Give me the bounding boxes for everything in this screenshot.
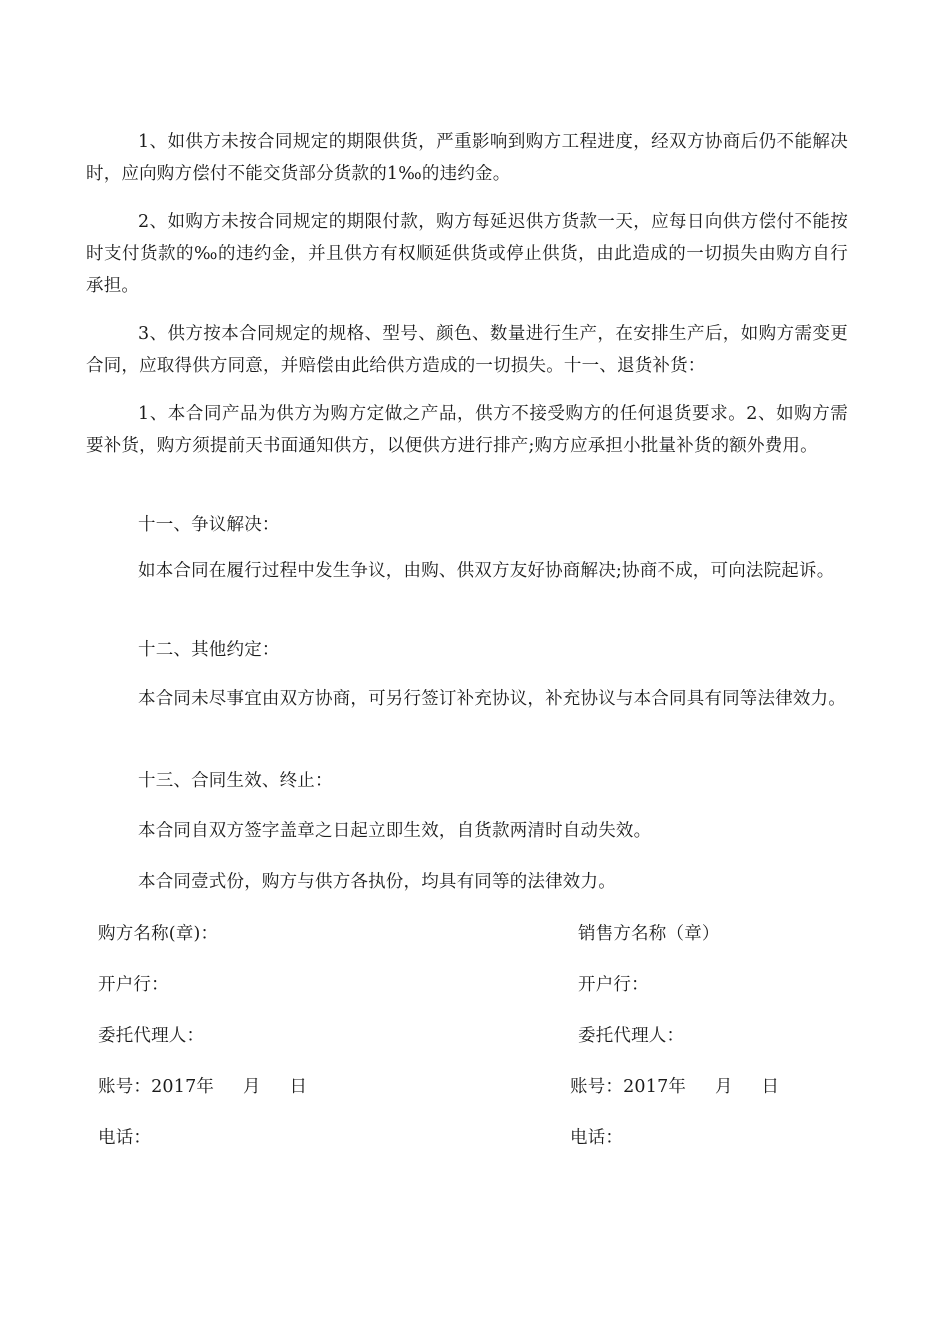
seller-phone-label: 电话： [570, 1128, 624, 1148]
signature-row-phone [0, 1122, 950, 1154]
clause-paragraph-4: 1、本合同产品为供方为购方定做之产品，供方不接受购方的任何退货要求。2、如购方需要补货，购方须提前天书面通知供方，以便供方进行排产;购方应承担小批量补货的额外费用。 [86, 404, 848, 456]
buyer-agent-label: 委托代理人： [98, 1026, 205, 1046]
buyer-bank-label: 开户行： [98, 975, 169, 995]
signature-row-bank [0, 969, 950, 1001]
signature-row-agent [0, 1020, 950, 1052]
copies-paragraph: 本合同壹式份，购方与供方各执份，均具有同等的法律效力。 [138, 872, 616, 892]
buyer-account-date-label: 账号：2017年 月 日 [98, 1077, 308, 1097]
other-agreement-paragraph: 本合同未尽事宜由双方协商，可另行签订补充协议，补充协议与本合同具有同等法律效力。 [138, 689, 846, 709]
buyer-phone-label: 电话： [98, 1128, 152, 1148]
seller-account-date-label: 账号：2017年 月 日 [570, 1077, 780, 1097]
seller-bank-label: 开户行： [578, 975, 649, 995]
dispute-paragraph: 如本合同在履行过程中发生争议，由购、供双方友好协商解决;协商不成，可向法院起诉。 [138, 561, 835, 581]
signature-row-account [0, 1071, 950, 1103]
seller-agent-label: 委托代理人： [578, 1026, 685, 1046]
signature-row-name [0, 918, 950, 950]
clause-paragraph-2: 2、如购方未按合同规定的期限付款，购方每延迟供方货款一天，应每日向供方偿付不能按时支付货款的‰的违约金，并且供方有权顺延供货或停止供货，由此造成的一切损失由购方自行承担。 [86, 212, 848, 296]
buyer-name-label: 购方名称(章)： [98, 924, 219, 944]
clause-paragraph-1: 1、如供方未按合同规定的期限供货，严重影响到购方工程进度，经双方协商后仍不能解决时，应向购方偿付不能交货部分货款的1‰的违约金。 [86, 132, 848, 184]
clause-paragraph-3: 3、供方按本合同规定的规格、型号、颜色、数量进行生产，在安排生产后，如购方需变更合同，应取得供方同意，并赔偿由此给供方造成的一切损失。十一、退货补货： [86, 324, 848, 376]
section-heading-dispute: 十一、争议解决： [138, 515, 280, 535]
section-heading-effect: 十三、合同生效、终止： [138, 771, 333, 791]
seller-name-label: 销售方名称（章） [578, 924, 720, 944]
section-heading-other: 十二、其他约定： [138, 640, 280, 660]
effect-paragraph: 本合同自双方签字盖章之日起立即生效，自货款两清时自动失效。 [138, 821, 652, 841]
